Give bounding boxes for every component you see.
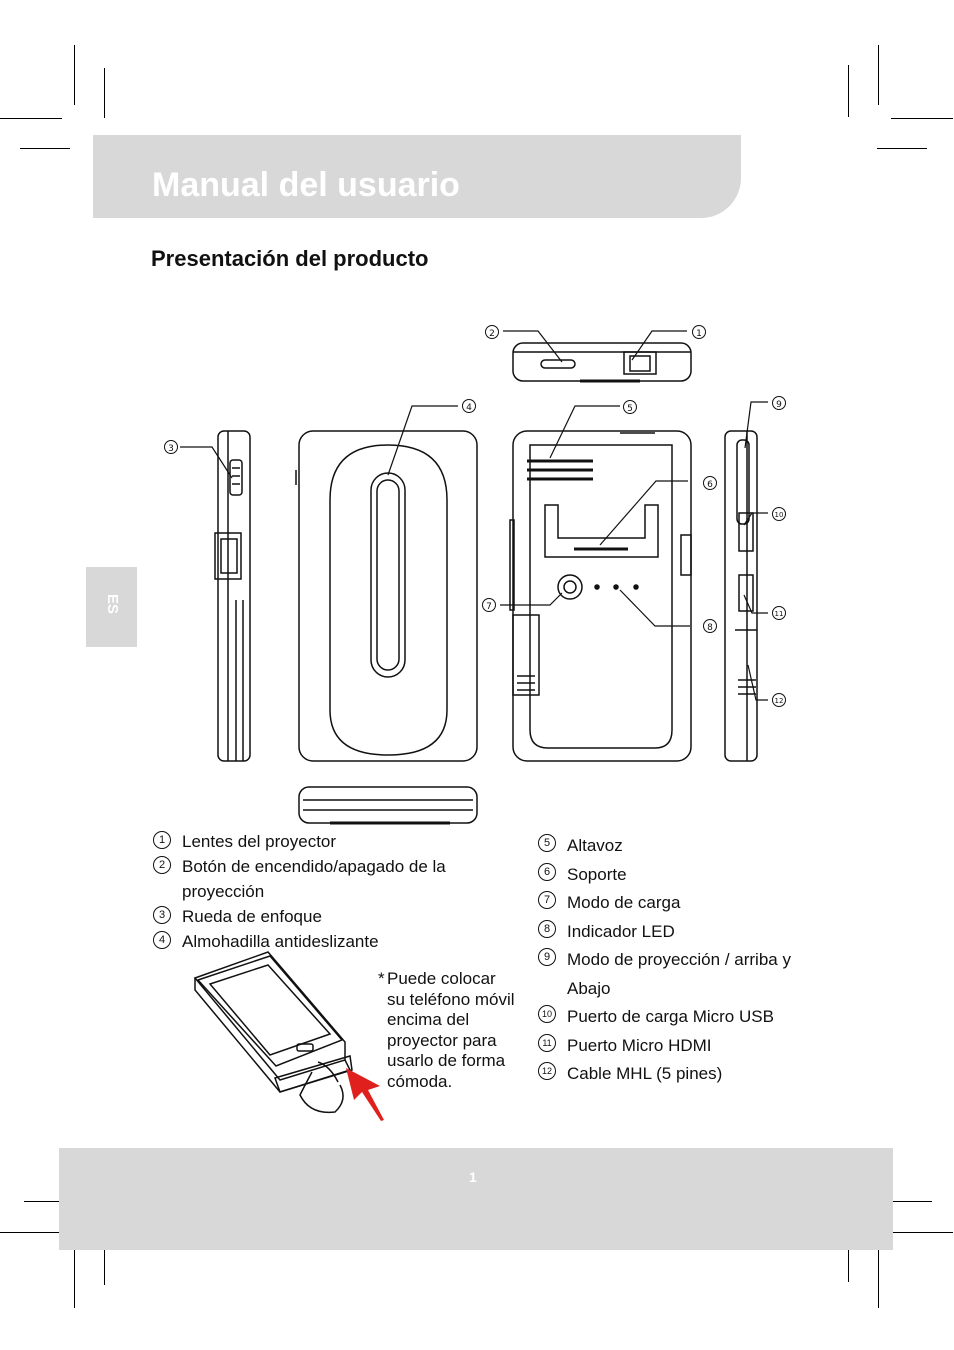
language-tab-label: ES xyxy=(104,594,121,615)
callout-10 xyxy=(773,508,786,521)
svg-text:6: 6 xyxy=(707,480,713,490)
legend-item: 6 Soporte xyxy=(538,861,828,890)
legend-item: 9 Modo de proyección / arriba y Abajo xyxy=(538,946,828,1003)
note-marker: * xyxy=(378,969,385,988)
insert-arrow xyxy=(346,1068,384,1121)
section-title: Presentación del producto xyxy=(151,246,429,271)
top-view xyxy=(513,343,691,381)
callout-12 xyxy=(773,694,786,707)
legend-item: 12 Cable MHL (5 pines) xyxy=(538,1060,828,1089)
svg-text:12: 12 xyxy=(774,697,784,705)
legend-item: 8 Indicador LED xyxy=(538,918,828,947)
svg-text:1: 1 xyxy=(696,329,702,339)
svg-text:9: 9 xyxy=(776,400,782,410)
callout-4 xyxy=(463,400,476,414)
footer-bar xyxy=(59,1148,893,1250)
bottom-view xyxy=(299,787,477,823)
left-side-view xyxy=(215,431,250,761)
legend-right xyxy=(538,832,828,1089)
callout-5 xyxy=(624,401,637,415)
svg-text:3: 3 xyxy=(168,444,174,454)
callout-11 xyxy=(773,607,786,620)
legend-item: 5 Altavoz xyxy=(538,832,828,861)
page-number: 1 xyxy=(469,1169,477,1185)
svg-text:5: 5 xyxy=(627,404,633,414)
legend-item: 10 Puerto de carga Micro USB xyxy=(538,1003,828,1032)
callout-7 xyxy=(483,599,496,613)
callout-3 xyxy=(165,441,178,455)
legend-item: 7 Modo de carga xyxy=(538,889,828,918)
svg-text:10: 10 xyxy=(774,511,784,519)
svg-text:4: 4 xyxy=(466,403,472,413)
back-view xyxy=(296,431,477,761)
callout-9 xyxy=(773,397,786,411)
callout-6 xyxy=(704,477,717,491)
svg-text:8: 8 xyxy=(707,623,713,633)
svg-text:2: 2 xyxy=(489,329,495,339)
legend-item: 4 Almohadilla antideslizante xyxy=(153,929,483,954)
page-title: Manual del usuario xyxy=(152,166,460,204)
callout-1 xyxy=(693,326,706,340)
leader-lines xyxy=(180,331,768,700)
svg-text:11: 11 xyxy=(774,610,784,618)
legend-item: 2 Botón de encendido/apagado de la proyección xyxy=(153,854,483,904)
legend-item: 11 Puerto Micro HDMI xyxy=(538,1032,828,1061)
svg-text:7: 7 xyxy=(486,602,492,612)
right-side-view xyxy=(725,431,757,761)
note-text: Puede colocar su teléfono móvil encima del proyector para usarlo de forma cómoda. xyxy=(387,969,515,1091)
legend-left xyxy=(153,829,483,954)
callout-2 xyxy=(486,326,499,340)
legend-item: 1 Lentes del proyector xyxy=(153,829,483,854)
legend-item: 3 Rueda de enfoque xyxy=(153,904,483,929)
callout-8 xyxy=(704,620,717,634)
phone-illustration xyxy=(195,952,352,1112)
